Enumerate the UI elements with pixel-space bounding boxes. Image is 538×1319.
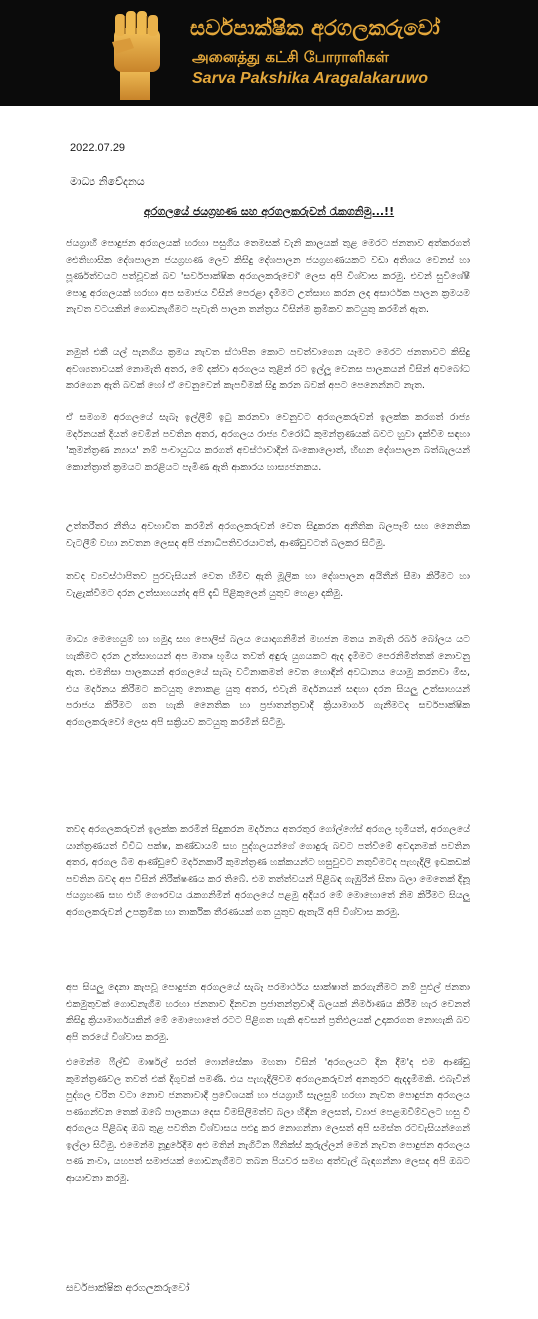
brand-name-sinhala: සර්වපාක්ෂික අරගලකරුවෝ [190, 16, 441, 40]
letterhead-banner [0, 0, 538, 106]
brand-name-tamil: அனைத்து கட்சி போராளிகள் [192, 48, 389, 66]
paragraph-2: නමුත් එකී යල් පැනගිය ක්‍රමය නැවත ස්ථාපිත කොට පවත්වාගෙන යෑමට මෙරට ජනතාවට කිසිදු අවශ්‍යතාවයක් නොමැති අතර, මේ දක්වා අරගලය තුළින් රට ඉල්ලූ වෙනස පාලකයන් විසින් අවබෝධ කරගෙන ඇති බවක් හෝ ඒ වෙනුවෙන් කැපවීමක් සිදු කරන බවක් අපට පෙනෙන්නට නැත. [66, 347, 470, 391]
paragraph-8: අප සියලු දෙනා කැපවූ පොදුජන අරගලයේ සැබෑ පරමාර්ථය සාක්ෂාත් කරගැනීමට නම් පුළුල් ජනතා එකමුතුවක් ගොඩනැගීම හරහා ජනතාව දිනවන ප්‍රජාතන්ත්‍රවාදී බලයක් නිර්මාණය කිරීම හැර වෙනත් කිසිදු ක්‍රියාමාර්ගයකින් මේ මොහොතේ රටට පිළිගත හැකි අවසන් ප්‍රතිඵලයක් උදාකරගත නොහැකි බව අපි තරයේ විශ්වාස කරමු. [66, 982, 470, 1043]
document-type: මාධ්‍ය නිවේදනය [70, 175, 145, 188]
paragraph-4: උත්තරීතර නීතිය අවභාවිත කරමින් අරගලකරුවන් වෙත සිදුකරන අනීතික බලපෑම් සහ නෛතික වැටලීම් වහා නවතන ලෙසද අපි ජනාධිපතිවරයාටත්, ආණ්ඩුවටත් බලකර සිටිමු. [66, 521, 470, 549]
paragraph-9: එමෙන්ම ෆීල්ඩ් මාර්ෂල් සරත් ෆොන්සේකා මහතා විසින් 'අරගලයට දින දීම'ද එම ආණ්ඩු කුමන්ත්‍රණවල තවත් එක් දිගුවක් පමණි. එය පැහැදිලිවම අරගලකරුවන් අනතුරට ඇදදැමීමකි. එබැවින් පුද්ගල චරිත වටා නොව ජනතාවාදී ප්‍රවේශයක් හා ජයග්‍රාහී සැලසුම් හරහා නැවත පොදුජන අරගලය පණගන්වන තෙක් ඔබේ පාලකයා දෙස විමසිලිමත්ව බලා හිඳින ලෙසත්, ව්‍යාජ පෙළඹවීම්වලට හසු වී අරගලය පිළිබඳ ඔබ තුළ පවතින විශ්වාසය පළුදු කර නොගන්නා ලෙසත් අපි සමස්ත රටවැසියන්ගෙන් ඉල්ලා සිටිමු. එමෙන්ම නූදුරේදීම අළු මතින් නැගිටින ෆීනික්ස් කුරුල්ලන් මෙන් නැවත පොදුජන අරගලය පණ නංවා, යහපත් සමාජයක් ගොඩනැගීමට තබන පියවර සමඟ අත්වැල් බැඳගන්නා ලෙසද අපි ඔබට ආයාචනා කරමු. [66, 1057, 470, 1184]
paragraph-7: තවද අරගලකරුවන් ඉලක්ක කරමින් සිදුකරන මර්දනය අතරතුර ගෝල්ෆේස් අරගල භූමියත්, අරගලයේ යාන්ත්‍රණයත් විවිධ පක්ෂ, කණ්ඩායම් සහ පුද්ගලයන්ගේ ගොදුරු බවට පත්වීමේ අවදානමක් පවතින අතර, අරගල බිම ආණ්ඩුවේ මර්දනකාරී කුමන්ත්‍රණ හක්කයන්ට හසුවුවට නතුවීමටද පැහැදිලි ඉඩකඩක් පවතින බවද අප විසින් නිරීක්ෂණය කර තිබේ. එම තත්ත්වයන් පිළිබඳ ගැඹුරින් සිතා බලා මෙතෙක් දිනූ ජයග්‍රහණ සහ එහි ගෞරවය රැකගනිමින් අරගලයේ පළමු අදියර මේ මොහොතේ නිම කිරීමට සියලු අරගලකරුවන් උපක්‍රමික හා තාර්කික තීරණයක් ගත යුතුව ඇතැයි අපි විශ්වාස කරමු. [66, 824, 470, 918]
press-release-headline: අරගලයේ ජයග්‍රහණ සහ අරගලකරුවන් රැකගනිමු...!! [143, 205, 395, 218]
raised-fist-icon [108, 8, 166, 102]
paragraph-1: ජයග්‍රාහී පොදුජන අරගලයක් හරහා පසුගිය තෙමසක් වැනි කාලයක් තුළ මෙරට ජනතාව අත්කරගත් ඓතිහාසික දේශපාලන ජයග්‍රහණ ලෙව කිසිදු දේශපාලන ජයග්‍රහණයකට වඩා අතිශය වෙනස් හා පූර්ණත්වයට පත්වූවක් බව 'සර්වපාක්ෂික අරගලකරුවෝ' ලෙස අපි විශ්වාස කරමු. එවන් සුවිශේෂී පොදු අරගලයක් හරහා අප සමාජය විසින් පෙරළා දැමීමට උත්සාහ කරන ලද අසාර්ථක පාලන ක්‍රමයම නැවත වටයකින් ගොඩනැගීමට පැවැති පාලන තන්ත්‍රය විසින්ම ක්‍රමිකව කටයුතු කරමින් ඇත. [66, 238, 470, 315]
signature-line: සර්වපාක්ෂික අරගලකරුවෝ [66, 1282, 190, 1294]
paragraph-3: ඒ සමගම අරගලයේ සැබෑ ඉල්ලීම් ඉටු කරනවා වෙනුවට අරගලකරුවන් ඉලක්ක කරගත් රාජ්‍ය මර්දනයක් දියත් වෙමින් පවතින අතර, අරගලය රාජ්‍ය විරෝධී කුමන්ත්‍රණයක් බවට හුවා දැක්වීම සඳහා 'කුමන්ත්‍රණ න්‍යාය' නම් පංචායුධය කරගත් අවස්ථාවාදීන් බංකොලොත්, හිඟන දේශපාලන බත්බැලයන් කොන්ත්‍රාත් ක්‍රමයට කරළියට පැමිණ ඇති ආකාරය හාස්‍යජනකය. [66, 412, 470, 473]
brand-name-english: Sarva Pakshika Aragalakaruwo [192, 70, 428, 87]
paragraph-6: මාධ්‍ය මෙහෙයුම් හා හමුදා සහ පොලිස් බලය යොදාගනිමින් මහජන මතය නමැති රබර් බෝලය යට හැකීමට දරන උත්සාහයන් අප මාතෘ භූමිය තවත් අඳුරු යුගයකට ඇද දැමීමට පෙරනිමිත්තක් නොවනු ඇත. එමනිසා පාලකයන් අරගලයේ සැබෑ වටිනාකමත් වෙත හොඳින් අවධානය යොමු කරනවා මිස, එය මර්දනය කිරීමට කටයුතු නොකළ යුතු අතර, එවැනි මර්දනයන් සඳහා දරන සියලු උත්සාහයන් පරාජය කිරීමට ගත හැකි නෛතික හා ප්‍රජාතන්ත්‍රවාදී ක්‍රියාමාර්ග ගැනීමටද සර්වපාක්ෂික අරගලකරුවෝ ලෙස අපි සක්‍රියව කටයුතු කරමින් සිටිමු. [66, 634, 470, 728]
paragraph-5: තවද ව්‍යවස්ථාපිතව පුරවැසියන් වෙත හිමිව ඇති මූලික හා දේශපාලන අයිතීන් සීමා කිරීමට හා වැළැක්වීමට දරන උත්සාහයන්ද අපි දැඩි පිළිකුලෙන් යුතුව හෙළා දකිමු. [66, 571, 470, 599]
document-date: 2022.07.29 [70, 142, 126, 154]
